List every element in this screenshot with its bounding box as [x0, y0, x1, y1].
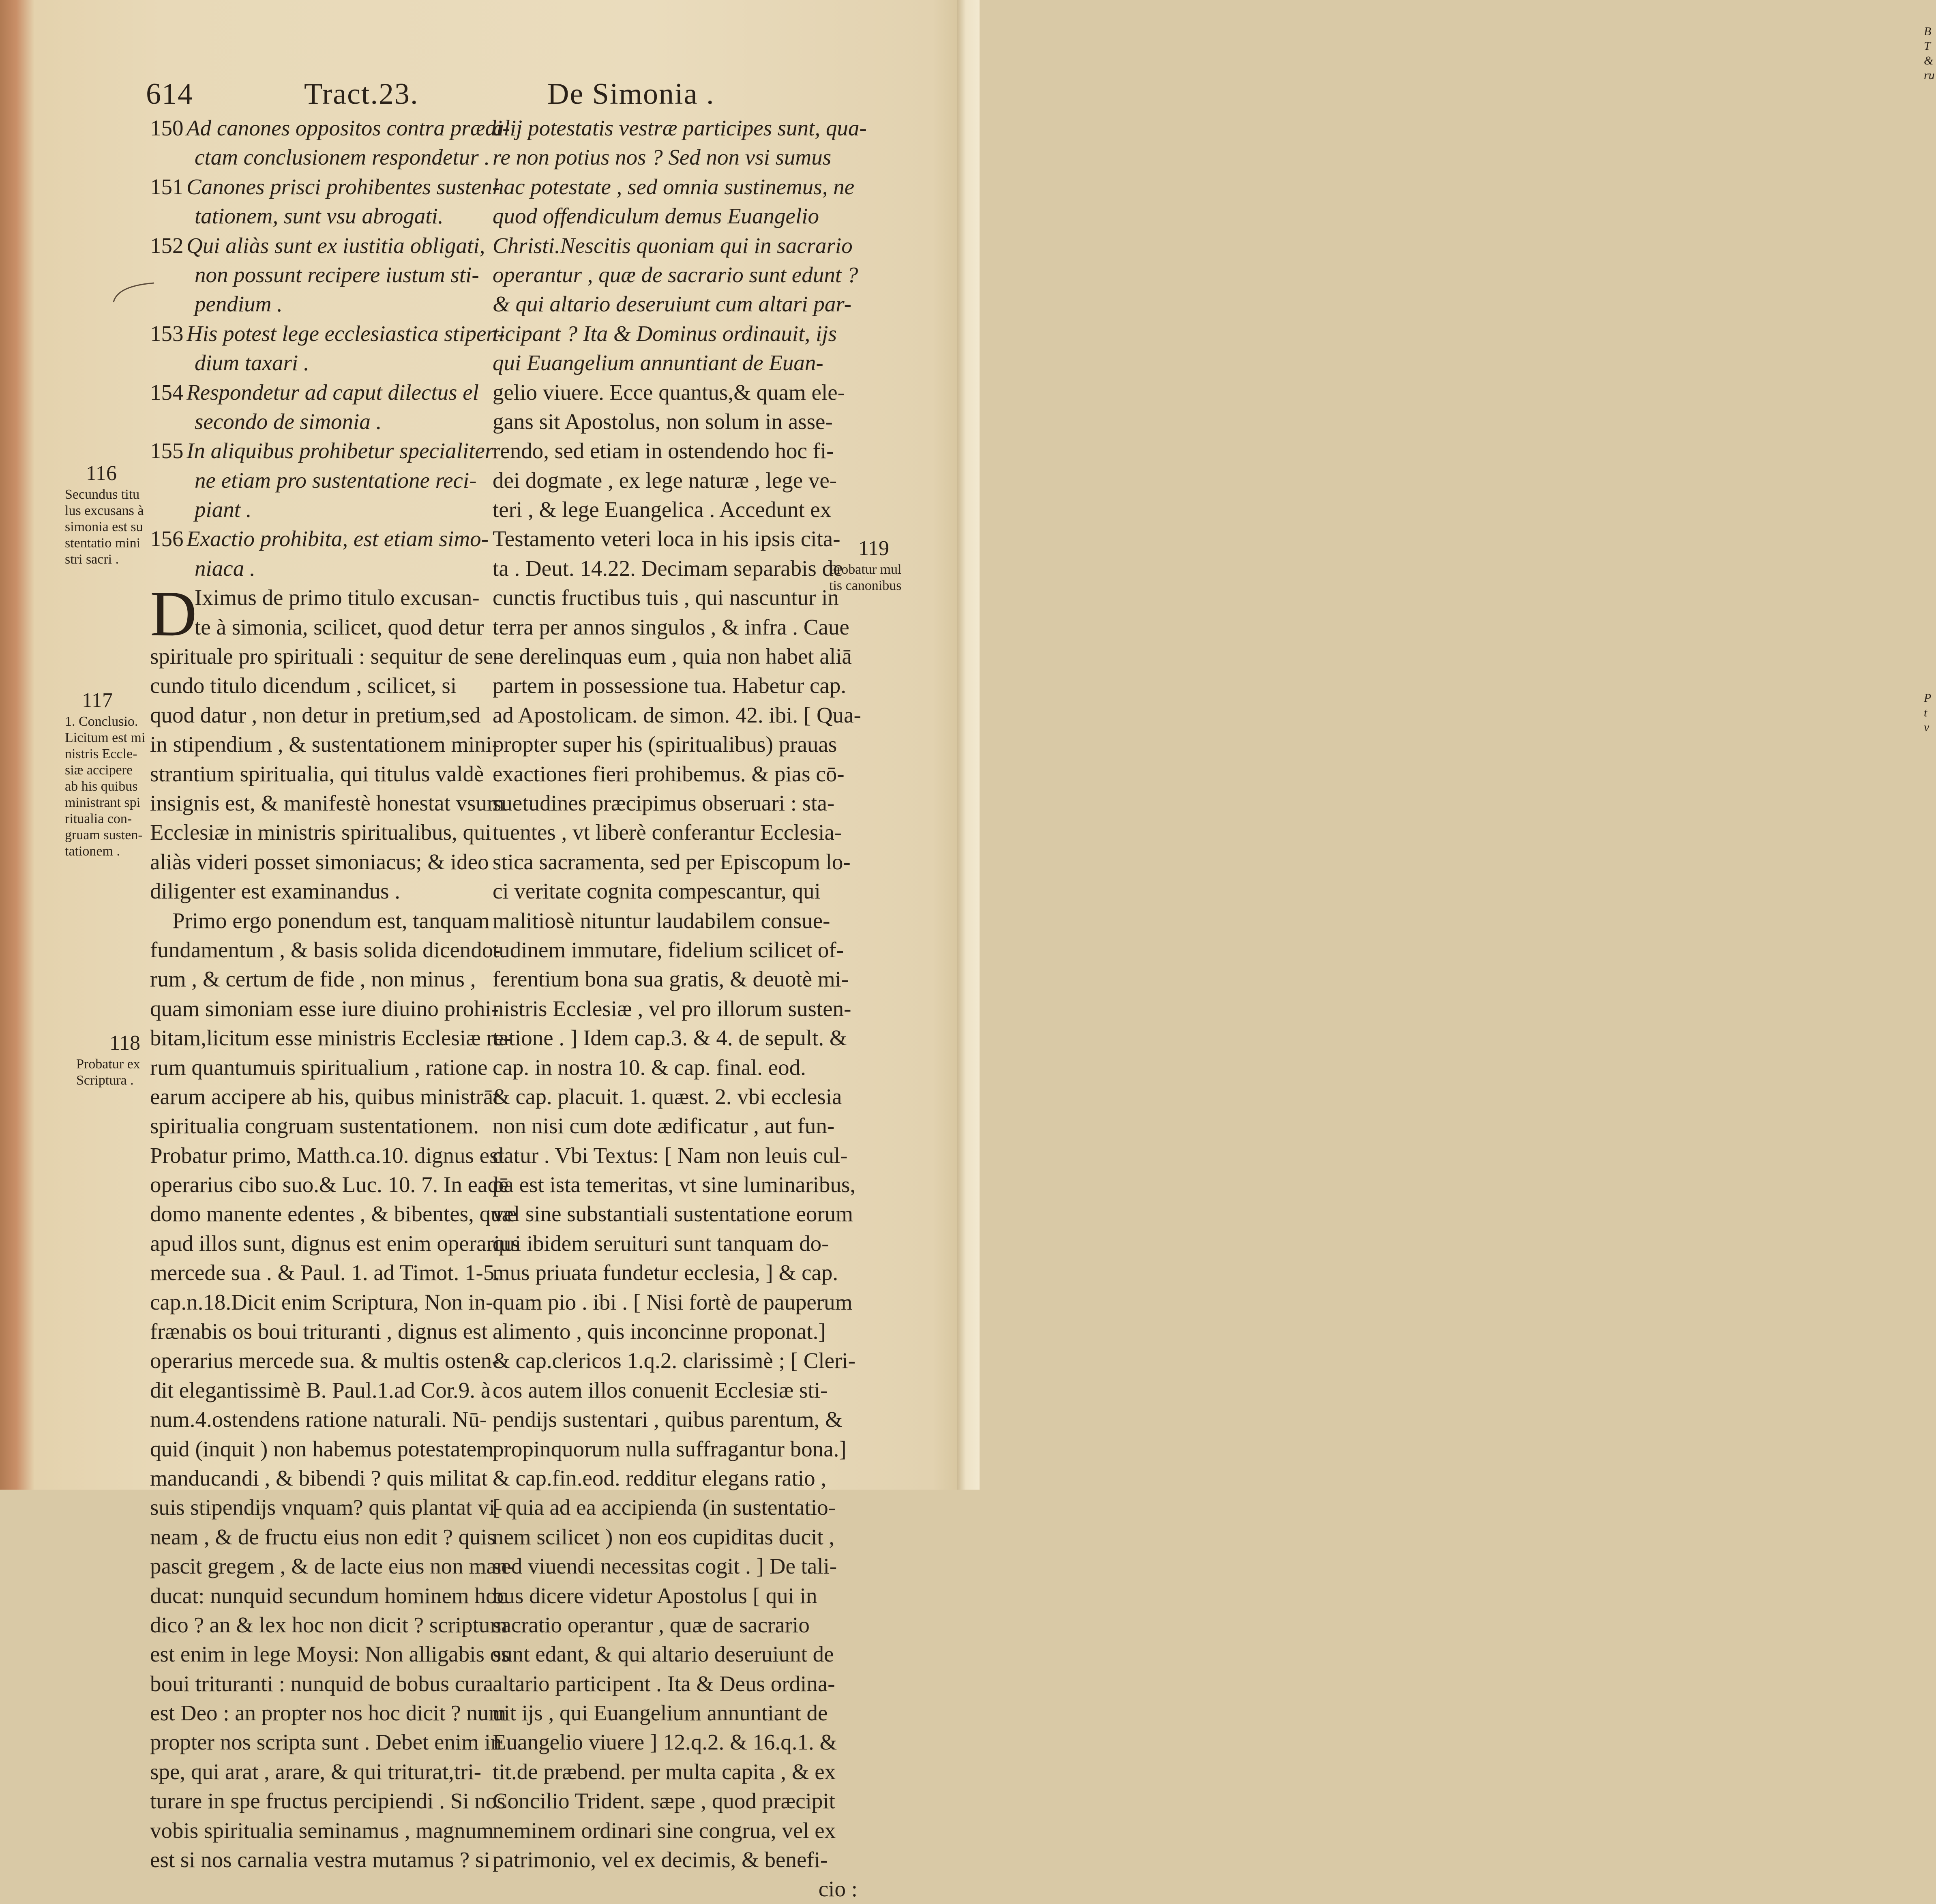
body-line: spirituale pro spirituali : sequitur de se- — [150, 644, 501, 669]
margin-note-line: stri sacri . — [65, 552, 119, 567]
body-line: alimento , quis inconcinne proponat.] — [493, 1319, 826, 1344]
margin-note-118 — [76, 1032, 174, 1089]
body-line: dico ? an & lex hoc non dicit ? scriptum — [150, 1612, 508, 1637]
summary-text: Respondetur ad caput dilectus el — [187, 380, 479, 405]
summary-text: secondo de simonia . — [195, 409, 382, 434]
body-line: boui trituranti : nunquid de bobus cura — [150, 1671, 493, 1696]
body-line: est enim in lege Moysi: Non alligabis os — [150, 1642, 510, 1667]
body-line: Primo ergo ponendum est, tanquam — [172, 908, 490, 933]
body-line: Ecclesiæ in ministris spiritualibus, qui — [150, 820, 491, 845]
margin-note-line: Secundus titu — [65, 487, 140, 502]
body-line: Probatur primo, Matth.ca.10. dignus est — [150, 1143, 504, 1168]
body-line: datur . Vbi Textus: [ Nam non leuis cul- — [493, 1143, 848, 1168]
body-line: rendo, sed etiam in ostendendo hoc fi- — [493, 438, 834, 463]
body-line: gans sit Apostolus, non solum in asse- — [493, 409, 833, 434]
summary-line — [150, 378, 482, 407]
body-line: est Deo : an propter nos hoc dicit ? num — [150, 1700, 506, 1726]
summary-number: 155 — [150, 438, 184, 463]
body-line: dit elegantissimè B. Paul.1.ad Cor.9. à — [150, 1377, 491, 1402]
body-line: altario participent . Ita & Deus ordina- — [493, 1671, 835, 1696]
body-line: & cap.clericos 1.q.2. clarissimè ; [ Cleri- — [493, 1348, 855, 1373]
body-line: domo manente edentes , & bibentes, quæ — [150, 1201, 517, 1226]
body-line: earum accipere ab his, quibus ministrāt — [150, 1084, 500, 1109]
body-line: cap. in nostra 10. & cap. final. eod. — [493, 1055, 806, 1080]
margin-note-119 — [829, 537, 935, 594]
summary-text: ctam conclusionem respondetur . — [195, 145, 490, 170]
margin-note-line: Scriptura . — [76, 1073, 134, 1088]
page-number: 614 — [146, 77, 193, 111]
body-line: operarius cibo suo.& Luc. 10. 7. In eadē — [150, 1172, 509, 1197]
summary-line — [150, 289, 482, 319]
summary-line — [150, 466, 482, 495]
body-line: qui Euangelium annuntiant de Euan- — [493, 350, 823, 375]
body-line: ta . Deut. 14.22. Decimam separabis de — [493, 555, 843, 581]
body-line: te à simonia, scilicet, quod detur — [195, 614, 484, 639]
margin-note-117 — [65, 689, 162, 860]
margin-note-line: ministrant spi — [65, 795, 141, 810]
body-line: patrimonio, vel ex decimis, & benefi- — [493, 1847, 828, 1872]
summary-text: tationem, sunt vsu abrogati. — [195, 204, 444, 229]
body-line: suis stipendijs vnquam? quis plantat vi- — [150, 1495, 503, 1520]
body-line: aliàs videri posset simoniacus; & ideo — [150, 849, 489, 874]
summary-list — [150, 114, 510, 583]
margin-note-line: siæ accipere — [65, 763, 133, 778]
margin-note-number: 119 — [858, 537, 890, 560]
body-line: cundo titulo dicendum , scilicet, si — [150, 673, 457, 698]
margin-note-line: Probatur ex — [76, 1057, 140, 1072]
body-line: dei dogmate , ex lege naturæ , lege ve- — [493, 467, 837, 493]
body-line: stica sacramenta, sed per Episcopum lo- — [493, 849, 851, 874]
margin-note-116 — [65, 462, 162, 568]
body-line: diligenter est examinandus . — [150, 879, 401, 904]
body-line: insignis est, & manifestè honestat vsum — [150, 790, 504, 815]
body-line: num.4.ostendens ratione naturali. Nū- — [150, 1407, 487, 1432]
body-line: cos autem illos conuenit Ecclesiæ sti- — [493, 1377, 828, 1402]
edge-fragment: P — [1924, 691, 1932, 705]
body-line: vobis spiritualia seminamus , magnum — [150, 1818, 494, 1843]
body-line: mus priuata fundetur ecclesia, ] & cap. — [493, 1260, 838, 1285]
body-line: uit ijs , qui Euangelium annuntiant de — [493, 1700, 828, 1726]
body-line: ferentium bona sua gratis, & deuotè mi- — [493, 967, 849, 992]
body-line: in stipendium , & sustentationem mini- — [150, 732, 500, 757]
summary-number: 154 — [150, 380, 184, 405]
margin-note-number: 116 — [86, 462, 117, 485]
summary-line — [150, 524, 489, 553]
body-line: alij potestatis vestræ participes sunt, qua- — [493, 116, 867, 140]
body-line: tit.de præbend. per multa capita , & ex — [493, 1759, 836, 1784]
body-line: est si nos carnalia vestra mutamus ? si — [150, 1847, 490, 1872]
body-line: turare in spe fructus percipiendi . Si nos — [150, 1788, 506, 1814]
margin-note-line: ab his quibus — [65, 779, 138, 794]
margin-note-line: simonia est su — [65, 519, 143, 534]
left-body-text — [150, 577, 520, 1874]
body-line: non nisi cum dote ædificatur , aut fun- — [493, 1113, 835, 1139]
margin-note-line: gruam susten- — [65, 828, 143, 843]
summary-text: non possunt recipere iustum sti- — [195, 262, 479, 287]
summary-line — [150, 436, 494, 465]
body-line: quod datur , non detur in pretium,sed — [150, 702, 481, 727]
summary-line — [150, 348, 482, 377]
body-line: bitam,licitum esse ministris Ecclesiæ re- — [150, 1025, 511, 1051]
margin-note-number: 118 — [109, 1031, 141, 1055]
summary-number: 156 — [150, 526, 184, 551]
body-line: Testamento veteri loca in his ipsis cita- — [493, 526, 840, 551]
body-line: teri , & lege Euangelica . Accedunt ex — [493, 497, 832, 522]
body-line: cio : — [818, 1876, 858, 1902]
summary-number: 150 — [150, 116, 184, 140]
body-line: manducandi , & bibendi ? quis militat — [150, 1465, 488, 1490]
edge-fragment: v — [1924, 720, 1930, 734]
body-line: pa est ista temeritas, vt sine luminaribus, — [493, 1172, 856, 1197]
tract-label: Tract.23. — [304, 77, 419, 111]
body-line: pendijs sustentari , quibus parentum, & — [493, 1407, 843, 1432]
body-line: spe, qui arat , arare, & qui triturat,tri- — [150, 1759, 482, 1784]
body-line: hac potestate , sed omnia sustinemus, ne — [493, 174, 855, 199]
margin-note-line: nistris Eccle- — [65, 746, 137, 761]
body-line: gelio viuere. Ecce quantus,& quam ele- — [493, 380, 845, 405]
margin-note-number: 117 — [81, 689, 113, 712]
body-line: vel sine substantiali sustentatione eorum — [493, 1201, 853, 1226]
body-line: apud illos sunt, dignus est enim operarius — [150, 1231, 520, 1256]
body-line: & qui altario deseruiunt cum altari par- — [493, 292, 851, 317]
body-line: quid (inquit ) non habemus potestatem — [150, 1436, 494, 1461]
body-line: operantur , quæ de sacrario sunt edunt ? — [493, 262, 858, 287]
edge-fragment: B — [1924, 25, 1932, 38]
body-line: ticipant ? Ita & Dominus ordinauit, ijs — [493, 321, 837, 346]
summary-text: piant . — [195, 497, 252, 522]
body-line: & cap.fin.eod. redditur elegans ratio , — [493, 1465, 827, 1490]
margin-note-line: tationem . — [65, 844, 120, 859]
summary-line — [150, 260, 482, 289]
edge-fragment: ru — [1924, 69, 1935, 82]
body-line: malitiosè nituntur laudabilem consue- — [493, 908, 830, 933]
body-line: sunt edant, & qui altario deseruiunt de — [493, 1642, 834, 1667]
body-line: neminem ordinari sine congrua, vel ex — [493, 1818, 836, 1843]
body-line: [ quia ad ea accipienda (in sustentatio- — [493, 1495, 836, 1520]
body-line: quam pio . ibi . [ Nisi fortè de pauperum — [493, 1289, 853, 1314]
summary-text: pendium . — [195, 292, 283, 317]
body-line: rum quantumuis spiritualium , ratione — [150, 1055, 488, 1080]
summary-line — [150, 319, 505, 348]
summary-text: His potest lege ecclesiastica stipen- — [187, 321, 505, 346]
body-line: ducat: nunquid secundum hominem hoc — [150, 1583, 507, 1608]
summary-text: Canones prisci prohibentes susten- — [187, 174, 500, 199]
summary-text: ne etiam pro sustentatione reci- — [195, 467, 477, 493]
margin-note-line: lus excusans à — [65, 503, 144, 518]
summary-text: Qui aliàs sunt ex iustitia obligati, — [187, 233, 485, 258]
left-column — [150, 114, 520, 1874]
body-line: terra per annos singulos , & infra . Caue — [493, 614, 849, 639]
body-line: & cap. placuit. 1. quæst. 2. vbi ecclesia — [493, 1084, 842, 1109]
body-line: exactiones fieri prohibemus. & pias cō- — [493, 761, 845, 786]
margin-note-line: 1. Conclusio. — [65, 714, 138, 729]
body-line: tatione . ] Idem cap.3. & 4. de sepult. & — [493, 1025, 847, 1051]
body-line: ad Apostolicam. de simon. 42. ibi. [ Qua- — [493, 702, 861, 727]
body-line: spiritualia congruam sustentationem. — [150, 1113, 479, 1139]
body-line: operarius mercede sua. & multis osten- — [150, 1348, 500, 1373]
margin-note-line: ritualia con- — [65, 811, 132, 826]
summary-line — [150, 495, 482, 524]
summary-number: 151 — [150, 174, 184, 199]
body-line: ci veritate cognita compescantur, qui — [493, 879, 821, 904]
body-line: strantium spiritualia, qui titulus valdè — [150, 761, 484, 786]
body-line: partem in possessione tua. Habetur cap. — [493, 673, 847, 698]
body-line: rum , & certum de fide , non minus , — [150, 967, 476, 992]
body-line: frænabis os boui trituranti , dignus est — [150, 1319, 488, 1344]
edge-fragment: T — [1924, 39, 1931, 53]
body-line: cunctis fructibus tuis , qui nascuntur in — [493, 585, 839, 610]
body-line: sacratio operantur , quæ de sacrario — [493, 1612, 810, 1637]
running-head — [146, 73, 860, 118]
body-line: tuentes , vt liberè conferantur Ecclesia- — [493, 820, 842, 845]
body-line: tudinem immutare, fidelium scilicet of- — [493, 937, 844, 962]
body-line: neam , & de fructu eius non edit ? quis — [150, 1524, 496, 1549]
body-line: quam simoniam esse iure diuino prohi- — [150, 996, 499, 1021]
margin-note-line: Licitum est mi — [65, 730, 146, 745]
body-line: quod offendiculum demus Euangelio — [493, 204, 819, 229]
body-line: mercede sua . & Paul. 1. ad Timot. 1-5. — [150, 1260, 500, 1285]
body-line: propinquorum nulla suffragantur bona.] — [493, 1436, 847, 1461]
body-line: Euangelio viuere ] 12.q.2. & 16.q.1. & — [493, 1730, 837, 1755]
summary-text: Exactio prohibita, est etiam simo- — [187, 526, 489, 551]
body-line: cap.n.18.Dicit enim Scriptura, Non in- — [150, 1289, 493, 1314]
body-line: bus dicere videtur Apostolus [ qui in — [493, 1583, 817, 1608]
edge-fragment: t — [1924, 706, 1927, 719]
summary-line — [150, 554, 482, 583]
body-line: nistris Ecclesiæ , vel pro illorum susten- — [493, 996, 851, 1021]
body-line: suetudines præcipimus obseruari : sta- — [493, 790, 835, 815]
margin-note-line: Probatur mul — [829, 562, 902, 577]
body-line: qui ibidem seruituri sunt tanquam do- — [493, 1231, 829, 1256]
body-line: Christi.Nescitis quoniam qui in sacrario — [493, 233, 853, 258]
summary-text: Ad canones oppositos contra prædi- — [187, 116, 510, 140]
body-line: ne derelinquas eum , quia non habet aliā — [493, 644, 852, 669]
facing-page-edge — [957, 0, 1935, 1490]
summary-line — [150, 172, 500, 202]
drop-cap: D — [150, 577, 197, 650]
body-line: Iximus de primo titulo excusan- — [195, 585, 480, 610]
body-line: Concilio Trident. sæpe , quod præcipit — [493, 1788, 835, 1814]
edge-fragments — [1924, 24, 1936, 735]
summary-number: 153 — [150, 321, 184, 346]
margin-note-line: stentatio mini — [65, 536, 141, 551]
body-line: propter super his (spiritualibus) prauas — [493, 732, 837, 757]
body-line: pascit gregem , & de lacte eius non man- — [150, 1554, 515, 1579]
summary-text: In aliquibus prohibetur specialiter — [187, 438, 494, 463]
body-line: propter nos scripta sunt . Debet enim in — [150, 1730, 502, 1755]
body-line: sed viuendi necessitas cogit . ] De tali- — [493, 1554, 837, 1579]
summary-line — [150, 114, 510, 143]
running-title: De Simonia . — [547, 77, 715, 111]
body-line: fundamentum , & basis solida dicendo- — [150, 937, 501, 962]
margin-note-line: tis canonibus — [829, 578, 902, 593]
summary-line — [150, 231, 485, 260]
summary-line — [150, 202, 482, 231]
summary-text: dium taxari . — [195, 350, 309, 375]
summary-line — [150, 143, 490, 172]
body-line: re non potius nos ? Sed non vsi sumus — [493, 145, 832, 170]
body-line: nem scilicet ) non eos cupiditas ducit , — [493, 1524, 835, 1549]
summary-line — [150, 407, 482, 436]
summary-number: 152 — [150, 233, 184, 258]
edge-fragment: & — [1924, 54, 1934, 67]
summary-text: niaca . — [195, 555, 255, 581]
